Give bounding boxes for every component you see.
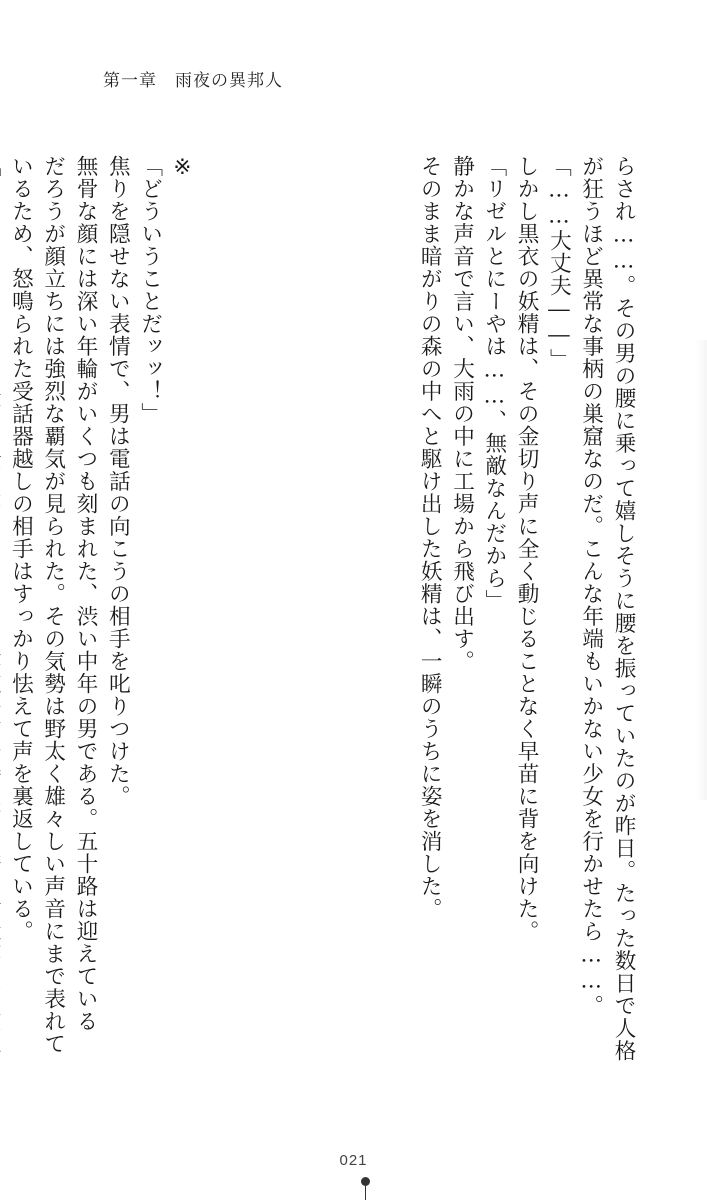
text-line: 「……大丈夫――」 <box>546 155 572 372</box>
text-line: 無骨な顔には深い年輪がいくつも刻まれた、渋い中年の男である。五十路は迎えている <box>73 155 99 1033</box>
text-line: だろうが顔立ちには強烈な覇気が見られた。その気勢は野太く雄々しい声音にまで表れて <box>40 155 66 1055</box>
text-line: そのまま暗がりの森の中へと駆け出した妖精は、一瞬のうちに姿を消した。 <box>417 155 443 920</box>
chapter-header: 第一章 雨夜の異邦人 <box>103 71 283 91</box>
text-line: 「どういうことだッッ！」 <box>137 155 163 425</box>
text-line: が狂うほど異常な事柄の巣窟なのだ。こんな年端もいかない少女を行かせたら……。 <box>578 155 604 1017</box>
text-line: 「リゼルとにーやは……、無敵なんだから」 <box>481 155 507 612</box>
section-break-mark: ※ <box>169 155 195 181</box>
text-line: いるため、怒鳴られた受話器越しの相手はすっかり怯えて声を裏返している。 <box>8 155 34 943</box>
page-marker-dot <box>361 1177 370 1186</box>
text-line: 静かな声音で言い、大雨の中に工場から飛び出す。 <box>449 155 475 673</box>
text-line: しかし黒衣の妖精は、その金切り声に全く動じることなく早苗に背を向けた。 <box>514 155 540 943</box>
page-marker-line <box>365 1186 366 1200</box>
page-fold-shadow <box>695 340 707 800</box>
page-number: 021 <box>339 1152 368 1169</box>
text-line: 焦りを隠せない表情で、男は電話の向こうの相手を叱りつけた。 <box>105 155 131 808</box>
text-line: らされ……。その男の腰に乗って嬉しそうに腰を振っていたのが昨日。たった数日で人格 <box>611 155 636 1062</box>
body-text <box>8 155 639 1062</box>
text-line <box>0 155 4 995</box>
